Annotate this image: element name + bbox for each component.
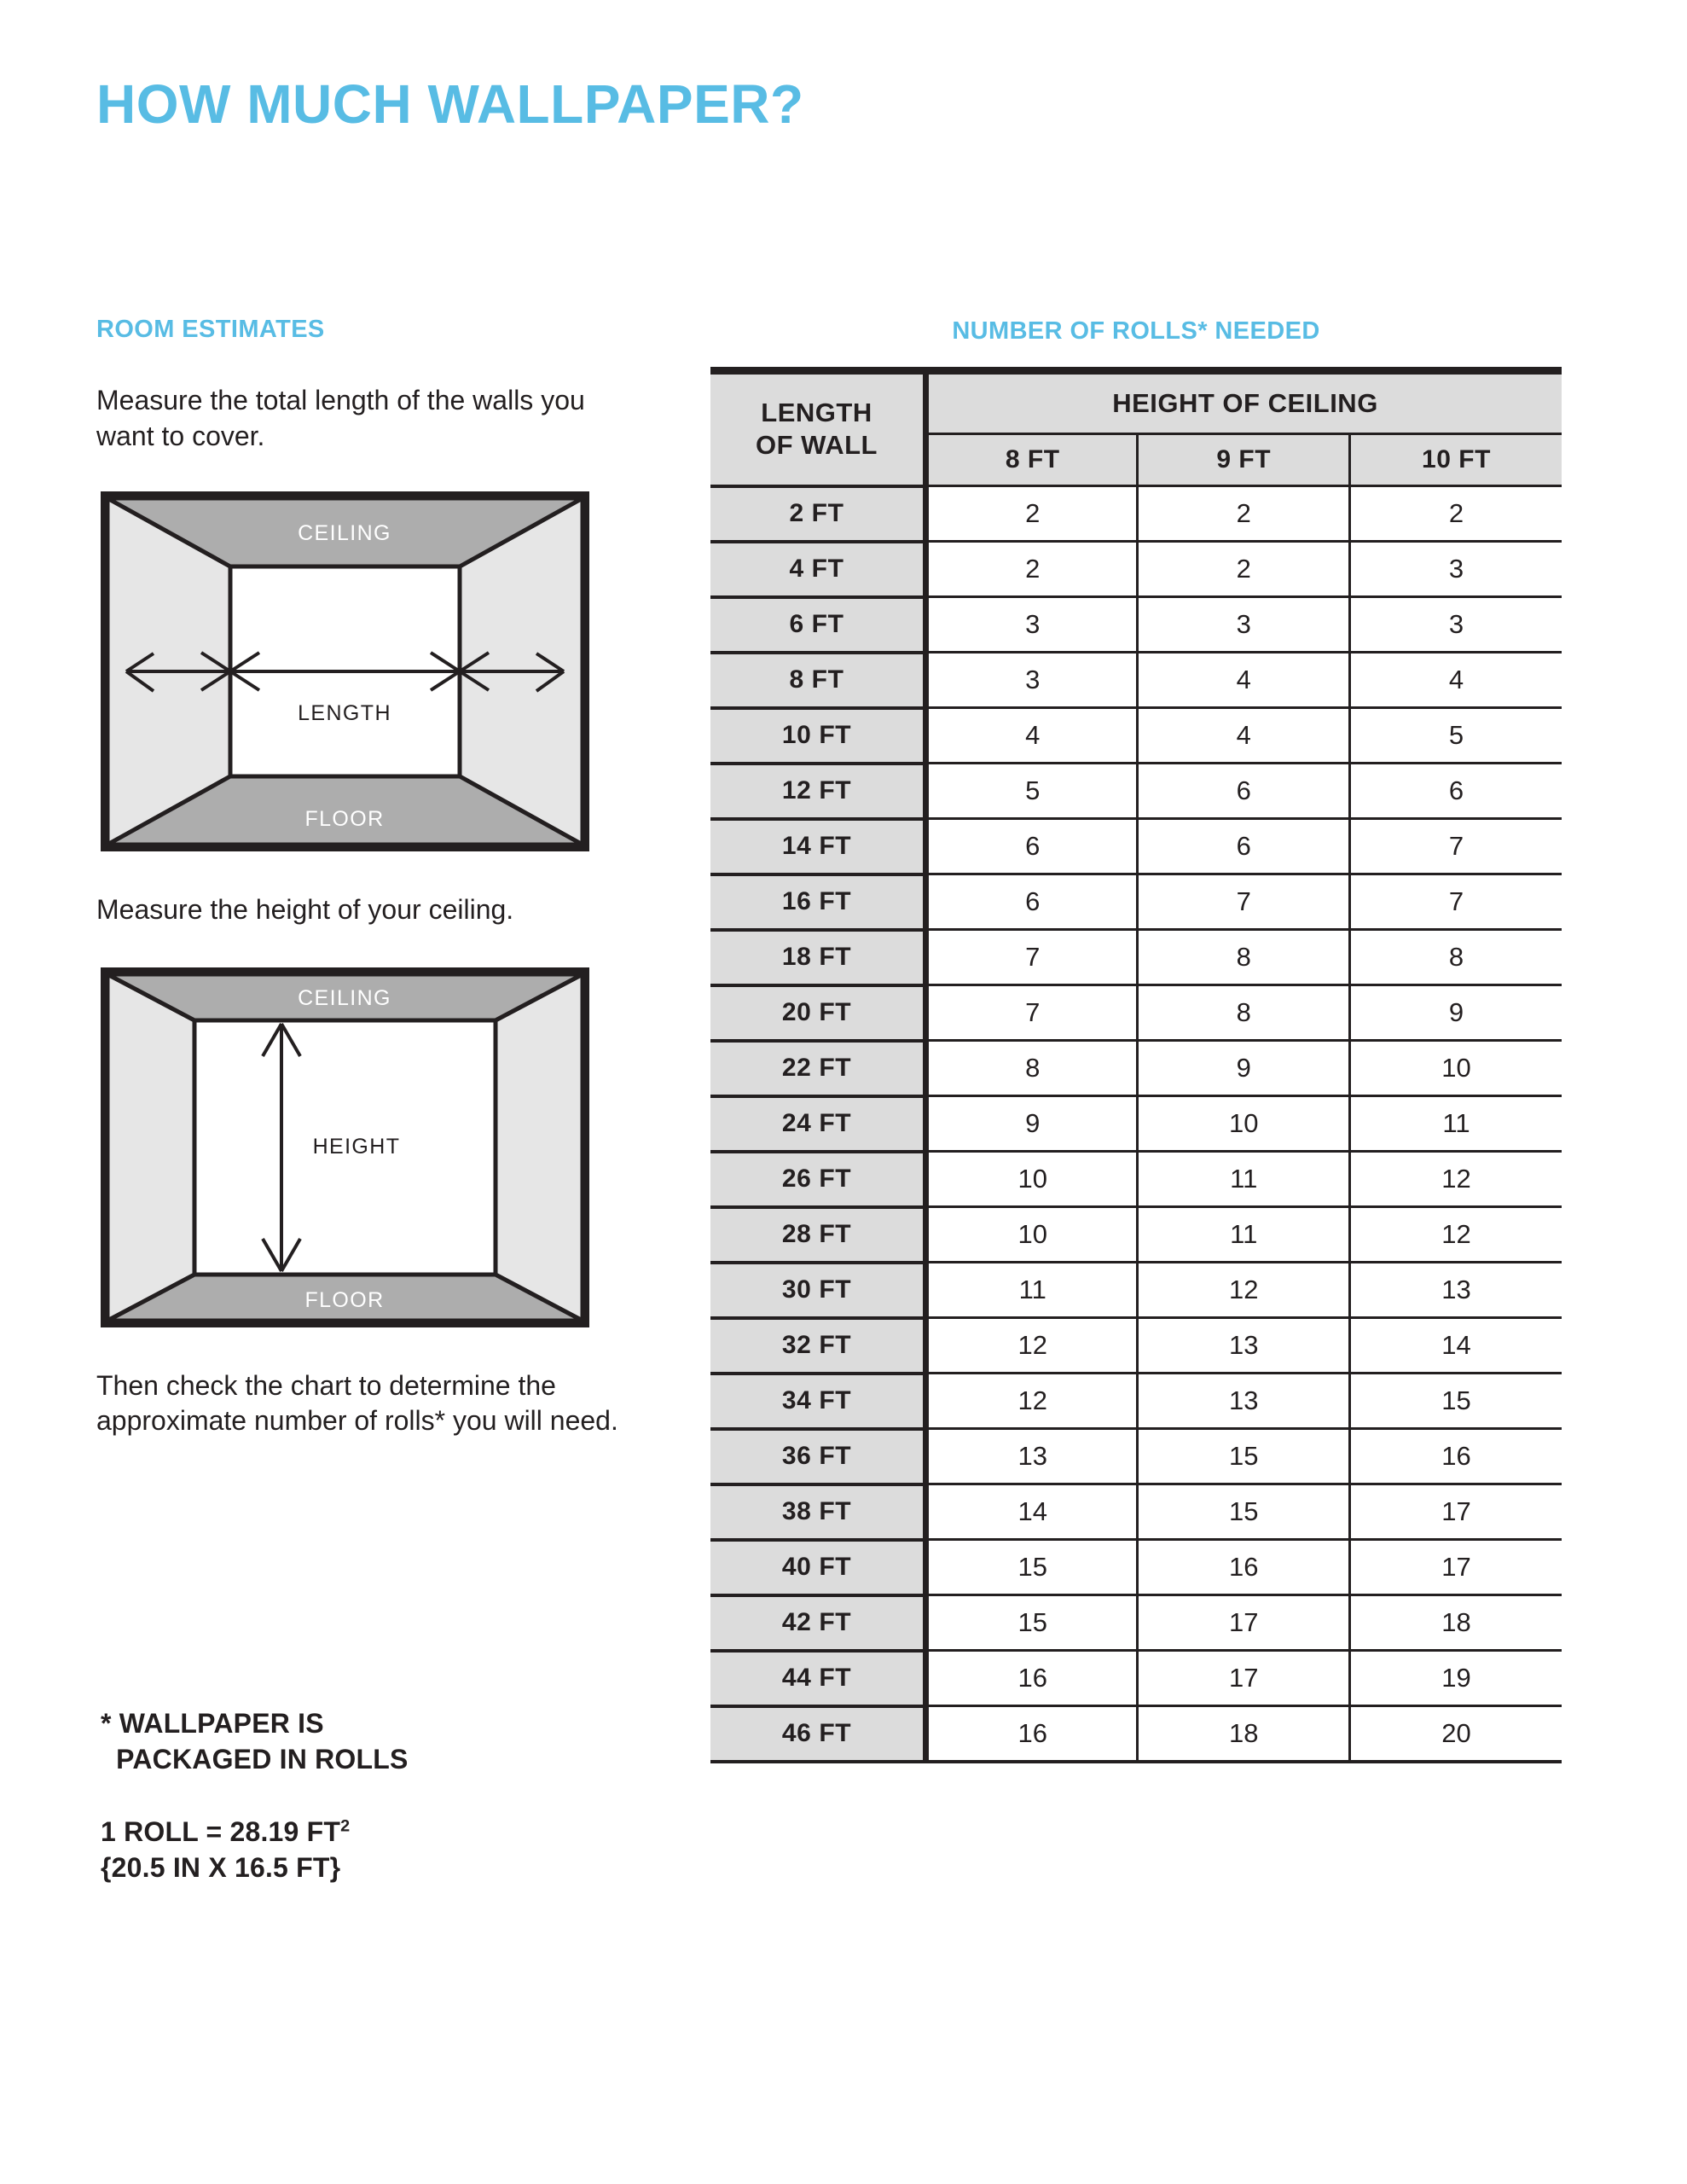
rolls-value-cell: 17 (1349, 1540, 1562, 1595)
table-row (710, 930, 1562, 985)
row-header-wall-length: 34 FT (710, 1374, 926, 1429)
rolls-value-cell: 15 (1138, 1429, 1349, 1484)
rolls-value-cell: 8 (1138, 930, 1349, 985)
rolls-value-cell: 10 (926, 1207, 1138, 1263)
rolls-value-cell: 6 (926, 874, 1138, 930)
table-head (710, 371, 1562, 486)
footnote-block (101, 1706, 629, 1885)
column-group-header-height-of-ceiling: HEIGHT OF CEILING (926, 375, 1562, 434)
rolls-value-cell: 4 (1138, 653, 1349, 708)
table-body (710, 486, 1562, 1762)
ceiling-label: CEILING (298, 985, 391, 1010)
row-header-line-2: OF WALL (756, 430, 878, 461)
rolls-value-cell: 12 (1349, 1152, 1562, 1207)
table-row (710, 874, 1562, 930)
table-row (710, 819, 1562, 874)
rolls-value-cell: 6 (1138, 764, 1349, 819)
table-row (710, 764, 1562, 819)
rolls-value-cell: 20 (1349, 1706, 1562, 1762)
rolls-value-cell: 2 (926, 542, 1138, 597)
rolls-value-cell: 11 (1138, 1152, 1349, 1207)
rolls-value-cell: 17 (1138, 1595, 1349, 1651)
row-header-wall-length: 28 FT (710, 1207, 926, 1263)
table-row (710, 1041, 1562, 1096)
room-diagram-length (101, 491, 589, 851)
rolls-value-cell: 13 (926, 1429, 1138, 1484)
rolls-value-cell: 3 (1349, 542, 1562, 597)
rolls-value-cell: 16 (926, 1651, 1138, 1706)
row-header-wall-length: 2 FT (710, 486, 926, 542)
table-row (710, 1429, 1562, 1484)
rolls-value-cell: 15 (926, 1540, 1138, 1595)
table-row (710, 1207, 1562, 1263)
table-row (710, 1374, 1562, 1429)
footnote-line-2: PACKAGED IN ROLLS (101, 1743, 409, 1774)
column-header-9ft: 9 FT (1138, 434, 1349, 486)
row-header-wall-length: 38 FT (710, 1484, 926, 1540)
rolls-value-cell: 8 (1138, 985, 1349, 1041)
rolls-value-cell: 2 (1349, 486, 1562, 542)
table-row (710, 1318, 1562, 1374)
rolls-value-cell: 10 (926, 1152, 1138, 1207)
row-header-wall-length: 20 FT (710, 985, 926, 1041)
rolls-value-cell: 18 (1349, 1595, 1562, 1651)
rolls-value-cell: 18 (1138, 1706, 1349, 1762)
length-label: LENGTH (298, 701, 391, 726)
rolls-table-container (710, 367, 1562, 1763)
table-row (710, 708, 1562, 764)
rolls-value-cell: 11 (926, 1263, 1138, 1318)
rolls-value-cell: 14 (926, 1484, 1138, 1540)
row-header-wall-length: 10 FT (710, 708, 926, 764)
rolls-value-cell: 4 (926, 708, 1138, 764)
rolls-value-cell: 15 (1349, 1374, 1562, 1429)
column-header-8ft: 8 FT (926, 434, 1138, 486)
rolls-value-cell: 12 (1349, 1207, 1562, 1263)
row-header-wall-length: 8 FT (710, 653, 926, 708)
rolls-value-cell: 7 (1349, 819, 1562, 874)
rolls-value-cell: 16 (1138, 1540, 1349, 1595)
rolls-value-cell: 7 (1138, 874, 1349, 930)
rolls-value-cell: 2 (1138, 542, 1349, 597)
rolls-value-cell: 19 (1349, 1651, 1562, 1706)
ceiling-label: CEILING (298, 521, 391, 546)
row-header-wall-length: 44 FT (710, 1651, 926, 1706)
room-diagram-height (101, 967, 589, 1327)
table-row (710, 1096, 1562, 1152)
table-row (710, 1651, 1562, 1706)
rolls-value-cell: 16 (1349, 1429, 1562, 1484)
instruction-paragraph-2: Measure the height of your ceiling. (96, 894, 514, 926)
row-header-wall-length: 42 FT (710, 1595, 926, 1651)
roll-dimensions-line: {20.5 IN X 16.5 FT} (101, 1851, 341, 1883)
row-header-wall-length: 12 FT (710, 764, 926, 819)
table-row (710, 597, 1562, 653)
roll-area-text: 1 ROLL = 28.19 FT (101, 1816, 341, 1848)
floor-label: FLOOR (304, 807, 385, 832)
rolls-value-cell: 3 (1349, 597, 1562, 653)
table-row (710, 1152, 1562, 1207)
rolls-value-cell: 13 (1349, 1263, 1562, 1318)
row-header-line-1: LENGTH (761, 397, 872, 427)
row-header-wall-length: 14 FT (710, 819, 926, 874)
rolls-value-cell: 2 (1138, 486, 1349, 542)
rolls-value-cell: 14 (1349, 1318, 1562, 1374)
rolls-value-cell: 8 (1349, 930, 1562, 985)
rolls-value-cell: 10 (1349, 1041, 1562, 1096)
row-header-wall-length: 32 FT (710, 1318, 926, 1374)
row-header-wall-length: 24 FT (710, 1096, 926, 1152)
rolls-value-cell: 4 (1349, 653, 1562, 708)
table-title: NUMBER OF ROLLS* NEEDED (952, 317, 1320, 345)
table-row (710, 1263, 1562, 1318)
rolls-value-cell: 5 (1349, 708, 1562, 764)
rolls-value-cell: 7 (1349, 874, 1562, 930)
table-row (710, 542, 1562, 597)
roll-area-line (101, 1815, 629, 1850)
row-header-wall-length: 26 FT (710, 1152, 926, 1207)
rolls-value-cell: 12 (926, 1318, 1138, 1374)
instruction-paragraph-1: Measure the total length of the walls you want to cover. (96, 385, 585, 451)
table-row (710, 1484, 1562, 1540)
table-row (710, 653, 1562, 708)
page-title: HOW MUCH WALLPAPER? (96, 73, 804, 135)
table-row (710, 1706, 1562, 1762)
section-heading-room-estimates: ROOM ESTIMATES (96, 316, 325, 343)
table-row (710, 1595, 1562, 1651)
row-header-length-of-wall (710, 375, 926, 486)
rolls-value-cell: 6 (926, 819, 1138, 874)
rolls-value-cell: 4 (1138, 708, 1349, 764)
rolls-value-cell: 11 (1138, 1207, 1349, 1263)
rolls-value-cell: 10 (1138, 1096, 1349, 1152)
rolls-value-cell: 6 (1349, 764, 1562, 819)
roll-area-exponent: 2 (340, 1816, 351, 1836)
rolls-value-cell: 13 (1138, 1318, 1349, 1374)
rolls-value-cell: 3 (926, 597, 1138, 653)
rolls-value-cell: 9 (1349, 985, 1562, 1041)
rolls-value-cell: 13 (1138, 1374, 1349, 1429)
rolls-value-cell: 2 (926, 486, 1138, 542)
height-label: HEIGHT (312, 1134, 401, 1159)
row-header-wall-length: 6 FT (710, 597, 926, 653)
row-header-wall-length: 46 FT (710, 1706, 926, 1762)
table-header-row-group (710, 375, 1562, 434)
rolls-value-cell: 12 (1138, 1263, 1349, 1318)
column-header-10ft: 10 FT (1349, 434, 1562, 486)
row-header-wall-length: 18 FT (710, 930, 926, 985)
rolls-value-cell: 15 (1138, 1484, 1349, 1540)
rolls-value-cell: 3 (926, 653, 1138, 708)
rolls-value-cell: 3 (1138, 597, 1349, 653)
rolls-value-cell: 11 (1349, 1096, 1562, 1152)
instruction-paragraph-3: Then check the chart to determine the approximate number of rolls* you will need. (96, 1369, 618, 1437)
rolls-value-cell: 15 (926, 1595, 1138, 1651)
rolls-value-cell: 7 (926, 930, 1138, 985)
rolls-value-cell: 17 (1349, 1484, 1562, 1540)
rolls-value-cell: 6 (1138, 819, 1349, 874)
row-header-wall-length: 40 FT (710, 1540, 926, 1595)
floor-label: FLOOR (304, 1287, 385, 1312)
row-header-wall-length: 36 FT (710, 1429, 926, 1484)
row-header-wall-length: 16 FT (710, 874, 926, 930)
rolls-table (710, 367, 1562, 1763)
row-header-wall-length: 22 FT (710, 1041, 926, 1096)
rolls-value-cell: 16 (926, 1706, 1138, 1762)
rolls-value-cell: 5 (926, 764, 1138, 819)
row-header-wall-length: 4 FT (710, 542, 926, 597)
rolls-value-cell: 8 (926, 1041, 1138, 1096)
rolls-value-cell: 9 (926, 1096, 1138, 1152)
room-estimates-column (96, 316, 642, 1439)
table-row (710, 1540, 1562, 1595)
table-row (710, 486, 1562, 542)
rolls-value-cell: 7 (926, 985, 1138, 1041)
rolls-value-cell: 17 (1138, 1651, 1349, 1706)
row-header-wall-length: 30 FT (710, 1263, 926, 1318)
table-row (710, 985, 1562, 1041)
rolls-value-cell: 12 (926, 1374, 1138, 1429)
footnote-line-1: * WALLPAPER IS (101, 1708, 324, 1739)
rolls-value-cell: 9 (1138, 1041, 1349, 1096)
